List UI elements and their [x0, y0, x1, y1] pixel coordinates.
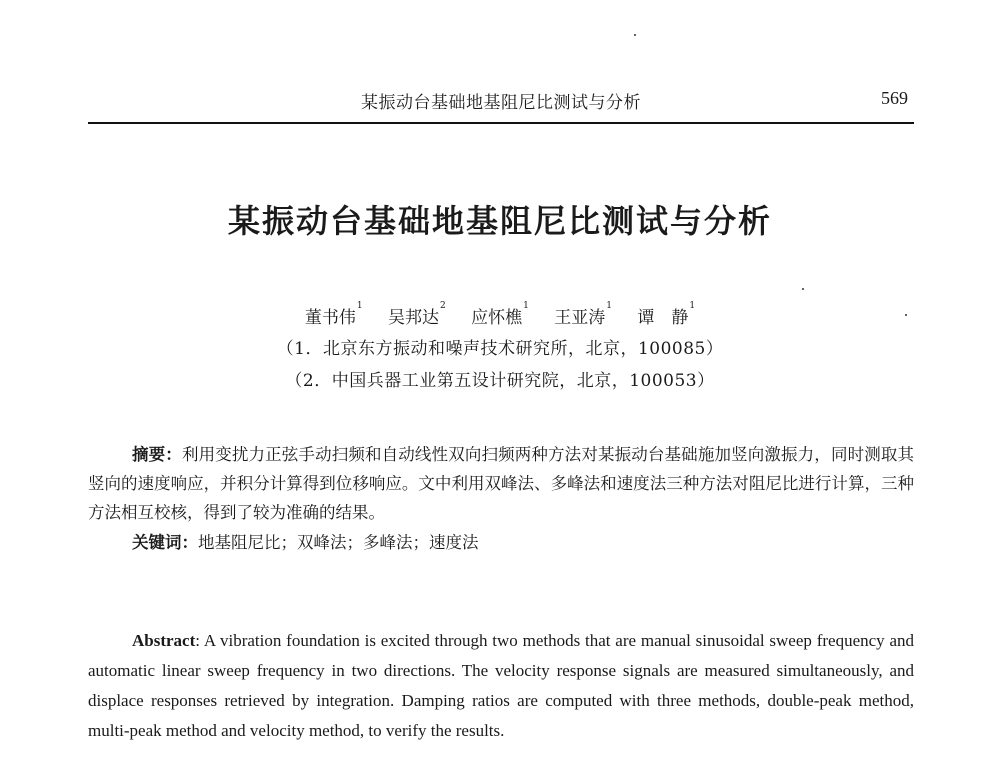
paper-title: 某振动台基础地基阻尼比测试与分析 — [227, 202, 772, 240]
english-abstract: Abstract: A vibration foundation is excited through two methods that are manual sinusoidal sweep frequency and automatic linear sweep frequency in two directions. The velocity response signals are measured simultaneously, and displace responses retrieved by integration. Damping ratios are computed with three methods, double-peak method, multi-peak method and velocity method, to verify the results. — [88, 631, 914, 740]
author-list — [0, 303, 1000, 328]
author: 吴邦达$^2$ — [387, 301, 446, 328]
scan-speck — [802, 288, 804, 290]
abstract-cn-text: 利用变扰力正弦手动扫频和自动线性双向扫频两种方法对某振动台基础施加竖向激振力，同时测取其竖向的速度响应，并积分计算得到位移响应。文中利用双峰法、多峰法和速度法三种方法对阻尼比进行计算，三种方法相互校核，得到了较为准确的结果。 — [88, 445, 915, 522]
scan-speck — [634, 34, 636, 36]
running-title: 某振动台基础地基阻尼比测试与分析 — [361, 93, 641, 113]
author: 董书伟$^1$ — [304, 301, 363, 328]
chinese-abstract — [88, 440, 914, 527]
running-header — [88, 86, 914, 124]
affiliation-1: （1．北京东方振动和噪声技术研究所，北京，100085） — [276, 339, 724, 359]
keywords-text: 地基阻尼比；双峰法；多峰法；速度法 — [198, 533, 479, 552]
affiliation-2: （2．中国兵器工业第五设计研究院，北京，100053） — [285, 371, 715, 391]
author: 王亚涛$^1$ — [554, 301, 612, 328]
abstract-en-label: Abstract — [132, 631, 196, 650]
abstract-cn-label: 摘要： — [132, 445, 182, 464]
page-number: 569 — [881, 88, 908, 108]
author: 谭 静$^1$ — [637, 301, 696, 328]
abstract-en-text: A vibration foundation is excited through two methods that are manual sinusoidal sweep frequency and automatic linear sweep frequency in two directions. The velocity response signals are measured simultaneously, and displace responses retrieved by integration. Damping ratios are computed with three methods, double-peak method, multi-peak method and velocity method, to verify the results. — [88, 631, 914, 740]
keywords-label: 关键词： — [132, 533, 198, 552]
author: 应怀樵$^1$ — [471, 301, 529, 328]
keywords-cn — [132, 528, 479, 557]
